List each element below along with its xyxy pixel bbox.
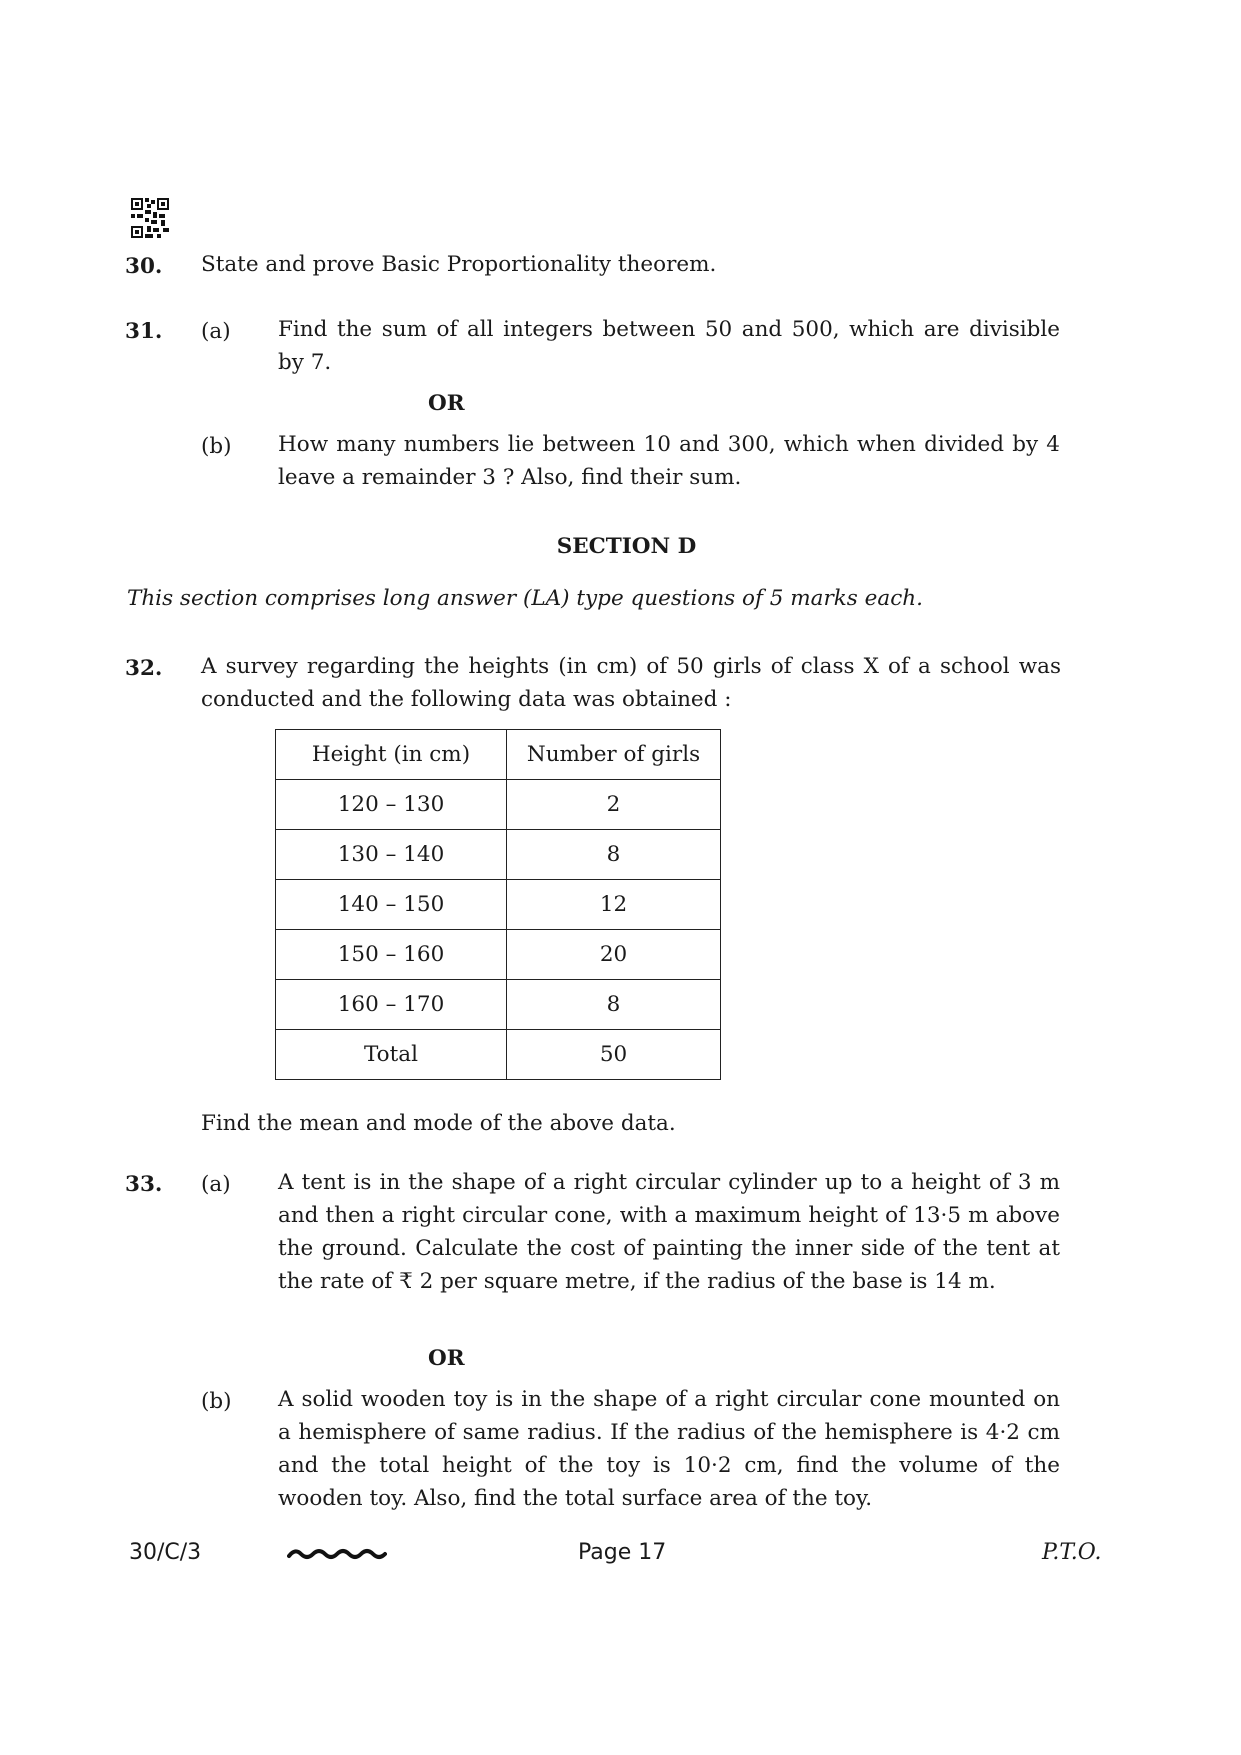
or-label: OR [428,1346,465,1371]
table-row [276,880,721,930]
question-31a-text: Find the sum of all integers between 50 and 500, which are divisible by 7. [278,317,1060,375]
table-cell: 150 – 160 [276,930,507,980]
section-intro: This section comprises long answer (LA) type questions of 5 marks each. [127,586,923,611]
question-32-text: A survey regarding the heights (in cm) of 50 girls of class X of a school was conducted and the following data was obtained : [201,654,1061,712]
column-header: Height (in cm) [276,730,507,780]
table-cell: Total [276,1030,507,1080]
or-label: OR [428,391,465,416]
subpart-label: (b) [201,434,232,459]
question-33b-text: A solid wooden toy is in the shape of a right circular cone mounted on a hemisphere of same radius. If the radius of the hemisphere is 4·2 cm and the total height of the toy is 10·2 cm, find the volume of the wooden toy. Also, find the total surface area of the toy. [278,1387,1060,1511]
table-cell: 120 – 130 [276,780,507,830]
question-number: 33. [125,1172,163,1197]
question-number: 31. [125,319,163,344]
table-row [276,780,721,830]
table-header-row [276,730,721,780]
table-cell: 140 – 150 [276,880,507,930]
table-row [276,830,721,880]
page-number: Page 17 [578,1540,667,1565]
subpart-label: (a) [201,1172,231,1197]
question-33a-text: A tent is in the shape of a right circular cylinder up to a height of 3 m and then a right circular cone, with a maximum height of 13·5 m above the ground. Calculate the cost of painting the inner side of the tent at the rate of ₹ 2 per square metre, if the radius of the base is 14 m. [278,1170,1060,1294]
table-cell: 12 [507,880,721,930]
subpart-label: (b) [201,1389,232,1414]
question-30-text: State and prove Basic Proportionality theorem. [201,252,717,277]
table-cell: 8 [507,830,721,880]
column-header: Number of girls [507,730,721,780]
table-row [276,930,721,980]
pto-label: P.T.O. [1042,1540,1102,1565]
table-cell: 160 – 170 [276,980,507,1030]
table-cell: 20 [507,930,721,980]
paper-code: 30/C/3 [129,1540,202,1565]
qr-code-icon [131,198,169,238]
question-31b-text: How many numbers lie between 10 and 300, which when divided by 4 leave a remainder 3 ? Also, find their sum. [278,432,1060,490]
question-32-instruction: Find the mean and mode of the above data. [201,1111,676,1136]
table-cell: 50 [507,1030,721,1080]
section-title: SECTION D [556,534,697,559]
table-cell: 130 – 140 [276,830,507,880]
heights-table [275,729,721,1080]
tilde-ornament-icon [287,1544,387,1564]
subpart-label: (a) [201,319,231,344]
table-cell: 2 [507,780,721,830]
question-number: 30. [125,254,163,279]
table-total-row [276,1030,721,1080]
table-row [276,980,721,1030]
table-cell: 8 [507,980,721,1030]
question-number: 32. [125,656,163,681]
